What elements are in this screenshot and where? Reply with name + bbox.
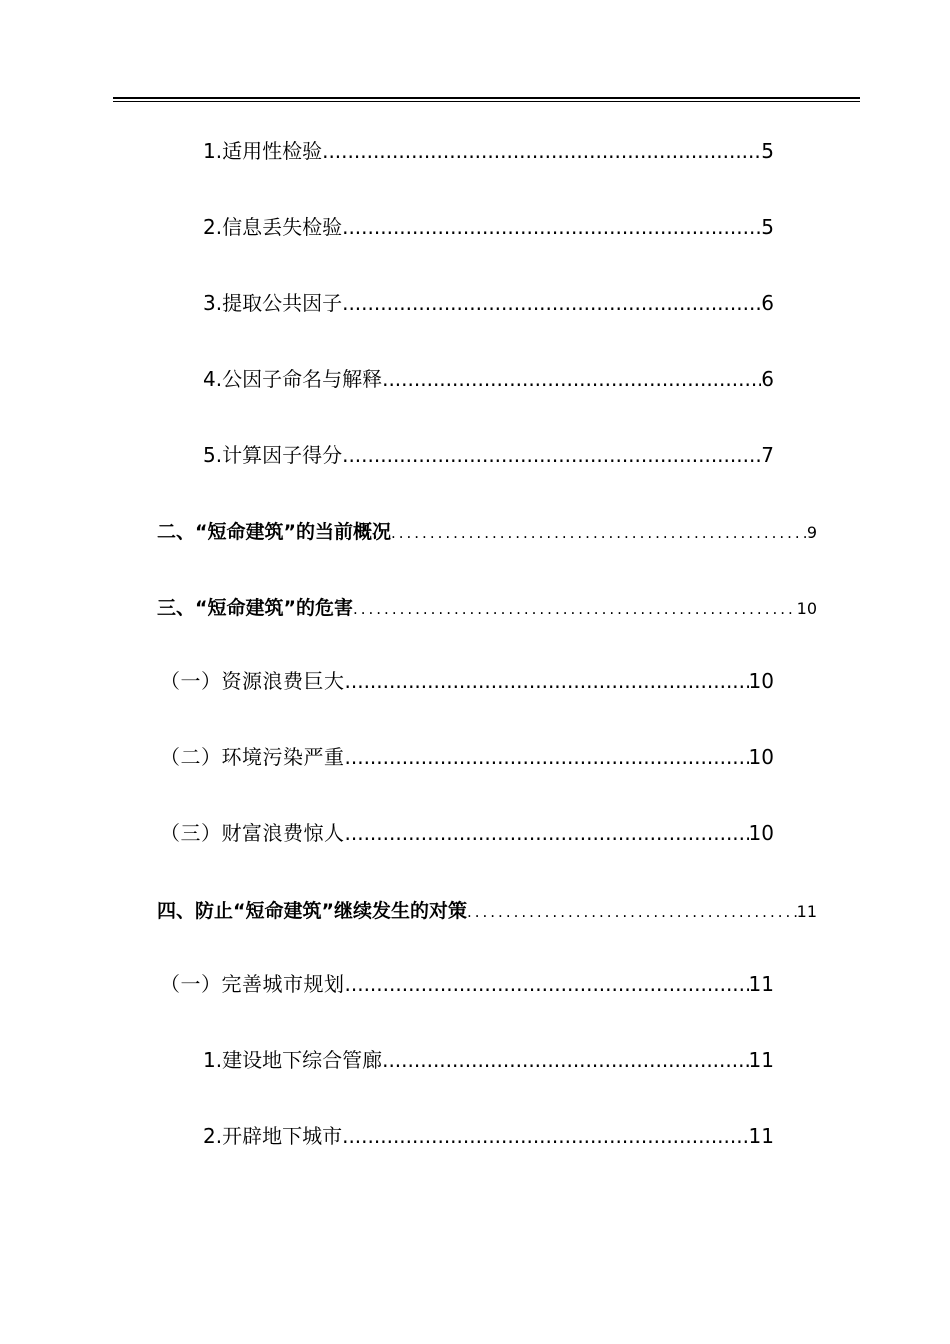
toc-entry-page: 5 xyxy=(761,215,774,239)
toc-entry-label: 2.信息丢失检验 xyxy=(203,215,343,239)
toc-leader-dots xyxy=(345,669,749,693)
toc-entry[interactable] xyxy=(203,439,774,468)
toc-entry-page: 6 xyxy=(761,367,774,391)
toc-entry-label: 4.公因子命名与解释 xyxy=(203,367,383,391)
toc-entry-page: 11 xyxy=(796,902,817,921)
toc-heading-entry[interactable] xyxy=(157,896,817,923)
toc-entry[interactable] xyxy=(203,363,774,392)
toc-entry-page: 11 xyxy=(748,972,774,996)
toc-leader-dots xyxy=(382,1048,748,1072)
toc-entry[interactable] xyxy=(203,287,774,316)
toc-entry[interactable] xyxy=(160,741,774,770)
toc-leader-dots xyxy=(342,215,761,239)
toc-entry[interactable] xyxy=(203,211,774,240)
toc-entry-label: 3.提取公共因子 xyxy=(203,291,343,315)
toc-leader-dots xyxy=(322,139,761,163)
toc-heading-entry[interactable] xyxy=(157,593,817,620)
toc-entry[interactable] xyxy=(203,1044,774,1073)
toc-entry[interactable] xyxy=(160,665,774,694)
toc-entry-page: 6 xyxy=(761,291,774,315)
toc-entry-page: 10 xyxy=(748,669,774,693)
toc-entry-label: 5.计算因子得分 xyxy=(203,443,343,467)
header-rule xyxy=(113,97,860,99)
toc-entry-page: 10 xyxy=(748,821,774,845)
toc-heading-entry[interactable] xyxy=(157,517,817,544)
toc-entry-page: 7 xyxy=(761,443,774,467)
toc-entry-page: 10 xyxy=(748,745,774,769)
toc-entry[interactable] xyxy=(203,135,774,164)
toc-entry-page: 10 xyxy=(796,599,817,618)
toc-entry-label: （二）环境污染严重 xyxy=(160,745,345,769)
toc-entry-page: 11 xyxy=(748,1124,774,1148)
toc-entry-page: 9 xyxy=(806,523,817,542)
toc-leader-dots xyxy=(353,600,797,618)
toc-entry-label: 1.建设地下综合管廊 xyxy=(203,1048,383,1072)
toc-entry[interactable] xyxy=(160,968,774,997)
header-rule-thin xyxy=(113,101,860,102)
toc-leader-dots xyxy=(342,1124,748,1148)
toc-leader-dots xyxy=(342,443,761,467)
toc-entry-page: 5 xyxy=(761,139,774,163)
toc-entry-label: （一）资源浪费巨大 xyxy=(160,669,345,693)
toc-leader-dots xyxy=(382,367,761,391)
toc-leader-dots xyxy=(342,291,761,315)
toc-entry-label: 三、“短命建筑”的危害 xyxy=(157,597,353,619)
toc-entry-label: 四、防止“短命建筑”继续发生的对策 xyxy=(157,900,467,922)
toc-leader-dots xyxy=(345,821,749,845)
toc-entry-label: （一）完善城市规划 xyxy=(160,972,345,996)
toc-leader-dots xyxy=(391,524,807,542)
toc-leader-dots xyxy=(467,903,797,921)
toc-leader-dots xyxy=(345,972,749,996)
toc-entry-label: （三）财富浪费惊人 xyxy=(160,821,345,845)
toc-entry[interactable] xyxy=(203,1120,774,1149)
toc-entry-label: 二、“短命建筑”的当前概况 xyxy=(157,521,391,543)
toc-entry[interactable] xyxy=(160,817,774,846)
toc-entry-label: 2.开辟地下城市 xyxy=(203,1124,343,1148)
toc-entry-page: 11 xyxy=(748,1048,774,1072)
toc-leader-dots xyxy=(345,745,749,769)
toc-entry-label: 1.适用性检验 xyxy=(203,139,323,163)
